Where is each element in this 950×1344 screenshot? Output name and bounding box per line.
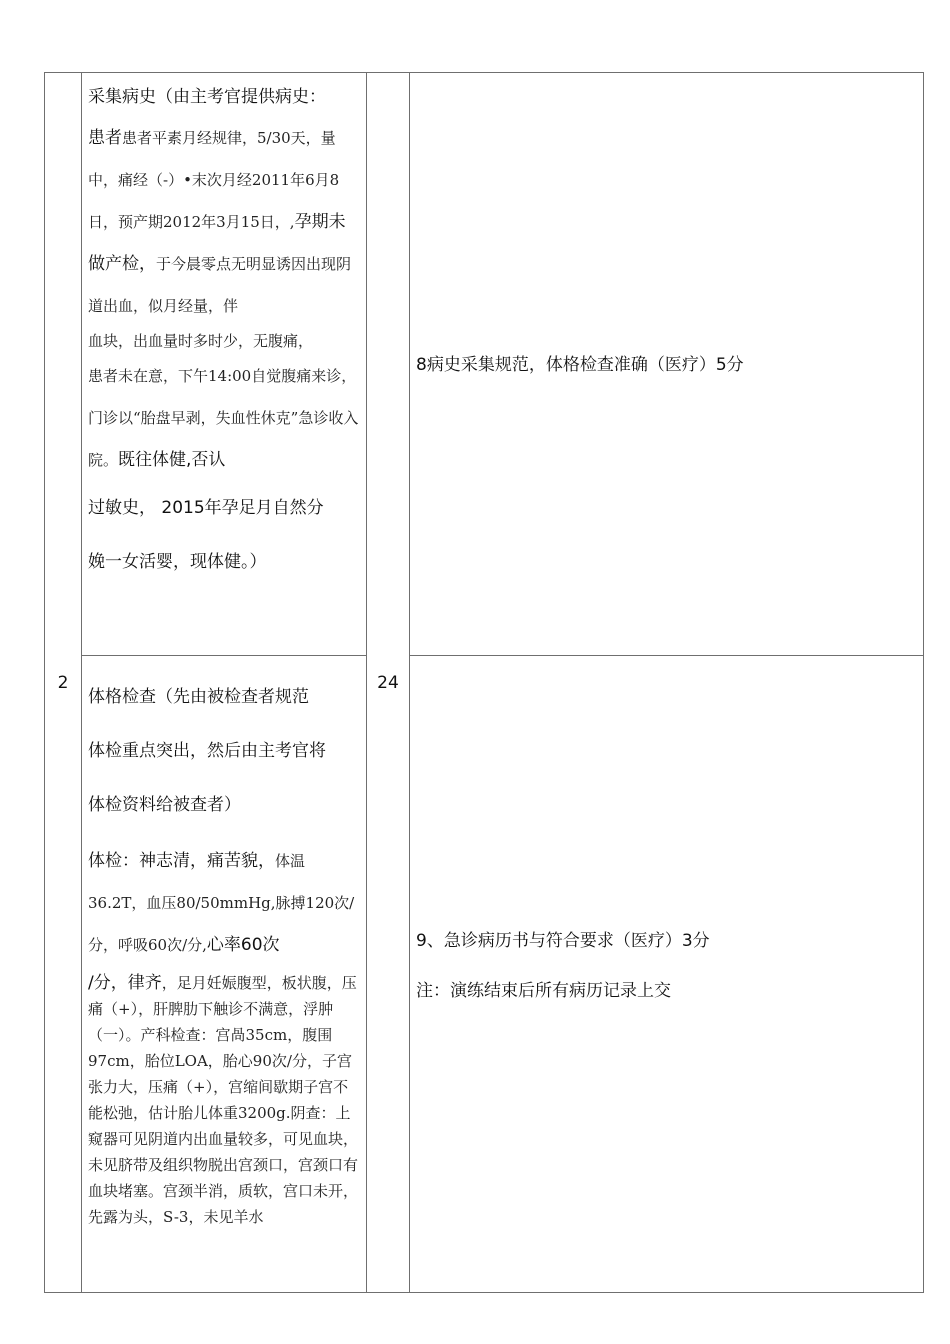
history-text-1: 患者平素月经规律，5/30天，量中，痛经（-）•末次月经2011年6月8日，预产期2012年3月15日，, xyxy=(88,129,340,231)
exam-findings-text: ，足月妊娠腹型，板状腹，压痛（+），肝脾肋下触诊不满意，浮肿（一）。产科检查：宫咼35cm，腹围97cm，胎位LOA，胎心90次/分，子宫张力大，压痛（+），宫缩间歇期子宫不能松弛，估计胎儿体重3200g.阴查：上窥器可见阴道内出血量较多，可见血块，未见脐带及组织物脱出宫颈口，宫颈口有血块堵塞。宫颈半消，质软，宫口未开，先露为头，S-3，未见羊水 xyxy=(88,974,359,1226)
history-title: 采集病史（由主考官提供病史： xyxy=(88,87,326,107)
history-text-3: 患者未在意，下午14:00自觉腹痛来诊，门诊以“胎盘早剥，失血性休克”急诊收入院。 xyxy=(88,367,359,469)
scoring-table xyxy=(44,72,924,1293)
history-text-2: 血块，出血量时多时少，无腹痛， xyxy=(88,332,314,350)
criteria-note: 注：演练结束后所有病历记录上交 xyxy=(416,981,671,1001)
exam-heart-rate: 心率60次 xyxy=(206,935,280,955)
score-cell xyxy=(367,73,410,1293)
exam-vitals-label: 体检：神志清，痛苦貌， xyxy=(88,851,275,871)
criteria-cell-2 xyxy=(410,656,924,1293)
history-past-health: 既往体健,否认 xyxy=(118,450,226,470)
exam-vitals-text: 体温36.2T，血压80/50mmHg,脉搏120次/分，呼吸60次/分, xyxy=(88,852,355,954)
exam-cell xyxy=(82,656,367,1293)
criterion-9: 9、急诊病历书与符合要求（医疗）3分 xyxy=(416,931,710,951)
history-cell xyxy=(82,73,367,656)
item-number: 2 xyxy=(57,672,69,693)
exam-title-1: 体格检查（先由被检查者规范 xyxy=(88,687,309,707)
exam-title-3: 体检资料给被查者） xyxy=(88,795,241,815)
score-value: 24 xyxy=(377,672,399,693)
history-patient-label: 患者 xyxy=(88,128,122,148)
history-no-prenatal: 孕期未做产检， xyxy=(88,212,346,274)
exam-rhythm: /分，律齐 xyxy=(88,973,162,993)
exam-title-2: 体检重点突出，然后由主考官将 xyxy=(88,741,326,761)
history-text-5: 娩一女活婴，现体健。） xyxy=(88,552,267,572)
history-text-4: 过敏史， 2015年孕足月自然分 xyxy=(88,498,324,518)
history-text-1b: 于今晨零点无明显诱因出现阴道出血，似月经量，伴 xyxy=(88,255,352,315)
item-number-cell xyxy=(45,73,82,1293)
criterion-8: 8病史采集规范，体格检查准确（医疗）5分 xyxy=(416,355,744,375)
